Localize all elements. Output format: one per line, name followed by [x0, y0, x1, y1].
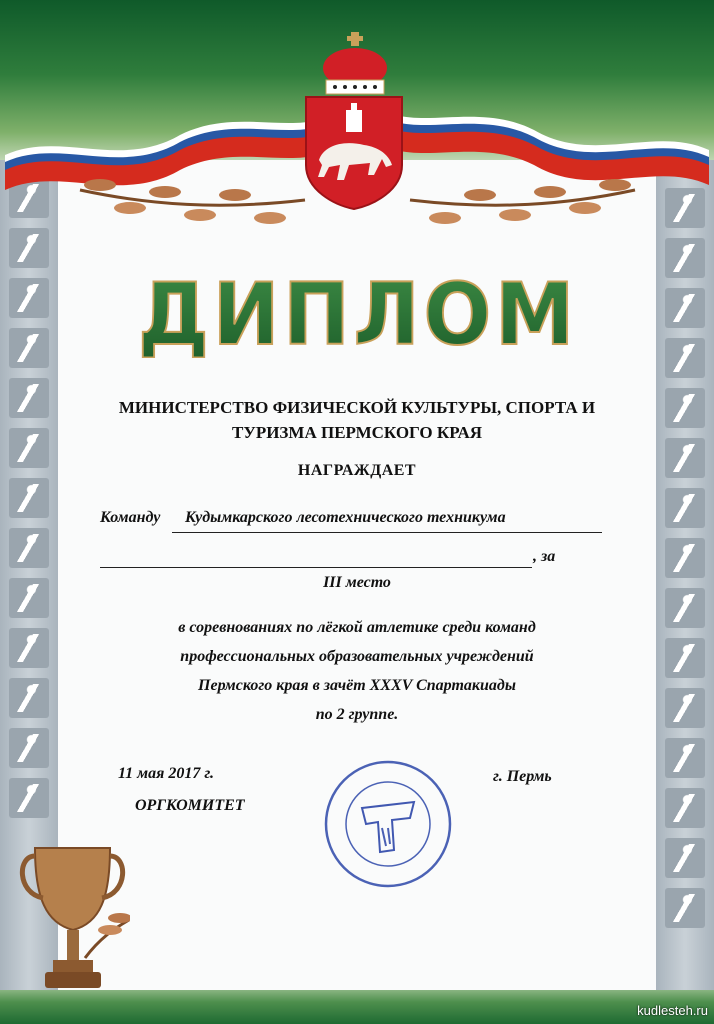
place-text: III место	[323, 574, 391, 591]
sport-pictogram-icon	[665, 838, 705, 878]
issuer-name	[0, 395, 714, 445]
awards-heading: НАГРАЖДАЕТ	[297, 462, 417, 479]
sport-pictogram-icon	[9, 278, 49, 318]
description-line-1: в соревнованиях по лёгкой атлетике среди команд	[178, 619, 536, 636]
page-title	[128, 268, 588, 358]
crown-icon	[320, 30, 390, 100]
blank-line	[100, 547, 532, 568]
trophy-cup-icon	[15, 838, 130, 1003]
sport-pictogram-icon	[665, 338, 705, 378]
city-text: г. Пермь	[493, 768, 552, 785]
sport-pictogram-icon	[665, 288, 705, 328]
sport-pictogram-icon	[665, 738, 705, 778]
sport-pictogram-icon	[665, 788, 705, 828]
team-name: Кудымкарского лесотехнического техникума	[185, 509, 506, 526]
sport-pictogram-icon	[665, 488, 705, 528]
team-label: Команду	[100, 509, 161, 526]
description-line-4: по 2 группе.	[315, 706, 399, 723]
description-line-3: Пермского края в зачёт XXXV Спартакиады	[198, 677, 516, 694]
sport-pictogram-icon	[9, 228, 49, 268]
committee-text: ОРГКОМИТЕТ	[135, 797, 245, 814]
sport-pictogram-icon	[9, 478, 49, 518]
issuer-line-1: МИНИСТЕРСТВО ФИЗИЧЕСКОЙ КУЛЬТУРЫ, СПОРТА И	[118, 398, 596, 417]
sport-pictogram-icon	[9, 728, 49, 768]
description-line-2: профессиональных образовательных учреждений	[180, 648, 534, 665]
sport-pictogram-icon	[665, 538, 705, 578]
issuer-line-2: ТУРИЗМА ПЕРМСКОГО КРАЯ	[232, 423, 482, 442]
watermark: kudlesteh.ru	[637, 1003, 708, 1018]
date-text: 11 мая 2017 г.	[118, 765, 215, 782]
sport-pictogram-icon	[665, 188, 705, 228]
sport-pictogram-icon	[9, 778, 49, 818]
sport-pictogram-icon	[665, 888, 705, 928]
sport-pictogram-icon	[665, 238, 705, 278]
stamp-seal-icon	[322, 758, 454, 890]
sport-pictogram-icon	[9, 528, 49, 568]
sport-pictogram-icon	[9, 328, 49, 368]
diploma-title: ДИПЛОМ	[138, 268, 578, 358]
laurel-icon	[70, 170, 310, 240]
award-description	[0, 613, 714, 729]
for-label: , за	[533, 548, 556, 565]
laurel-icon	[405, 170, 645, 240]
coat-of-arms-icon	[304, 95, 404, 210]
